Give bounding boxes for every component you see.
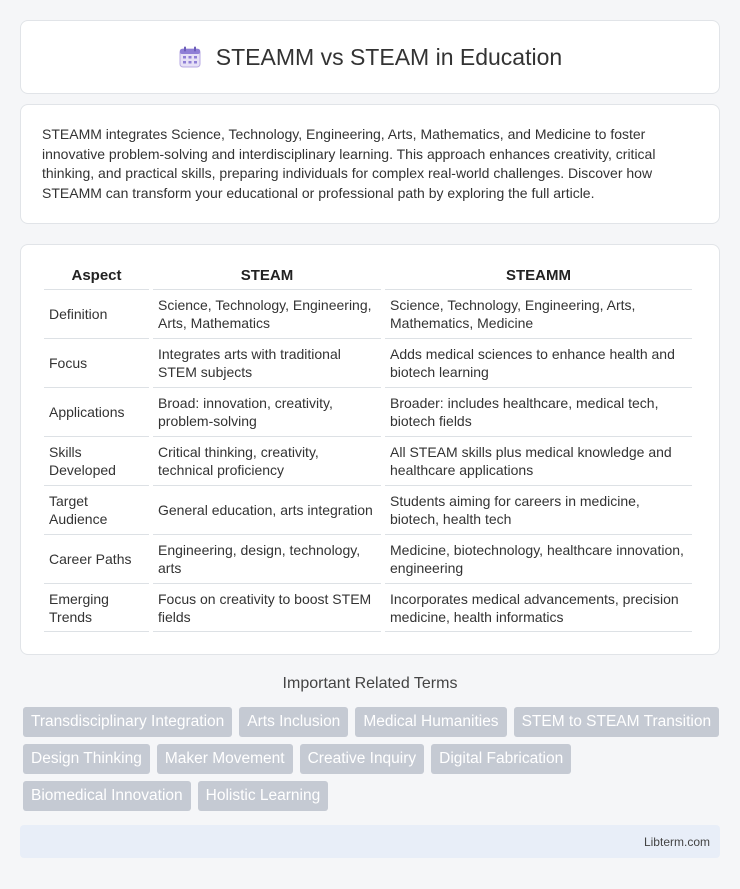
- steam-cell: Science, Technology, Engineering, Arts, Mathematics: [153, 289, 381, 338]
- page-title: STEAMM vs STEAM in Education: [215, 43, 563, 70]
- table-row: [44, 534, 692, 583]
- steamm-cell: Incorporates medical advancements, precision medicine, health informatics: [385, 583, 692, 632]
- tag-holistic-learning[interactable]: Holistic Learning: [198, 781, 329, 811]
- aspect-cell: Focus: [44, 338, 149, 387]
- aspect-cell: Skills Developed: [44, 436, 149, 485]
- related-terms-list: [23, 707, 723, 811]
- steamm-cell: Broader: includes healthcare, medical tech, biotech fields: [385, 387, 692, 436]
- aspect-cell: Emerging Trends: [44, 583, 149, 632]
- steam-cell: Broad: innovation, creativity, problem-solving: [153, 387, 381, 436]
- tag-creative-inquiry[interactable]: Creative Inquiry: [300, 744, 425, 774]
- aspect-cell: Applications: [44, 387, 149, 436]
- steam-cell: Engineering, design, technology, arts: [153, 534, 381, 583]
- intro-text: STEAMM integrates Science, Technology, Engineering, Arts, Mathematics, and Medicine to foster innovative problem-solving and interdisciplinary learning. This approach enhances creativity, critical thinking, and practical skills, preparing individuals for complex real-world challenges. Discover how STEAMM can transform your educational or professional path by exploring the full article.: [42, 126, 656, 201]
- tag-arts-inclusion[interactable]: Arts Inclusion: [239, 707, 348, 737]
- steam-cell: Critical thinking, creativity, technical proficiency: [153, 436, 381, 485]
- table-row: [44, 485, 692, 534]
- steam-cell: Focus on creativity to boost STEM fields: [153, 583, 381, 632]
- table-row: [44, 583, 692, 632]
- steamm-cell: All STEAM skills plus medical knowledge and healthcare applications: [385, 436, 692, 485]
- header-steam: STEAM: [240, 267, 294, 284]
- steamm-cell: Medicine, biotechnology, healthcare innovation, engineering: [385, 534, 692, 583]
- tag-biomedical-innovation[interactable]: Biomedical Innovation: [23, 781, 191, 811]
- tag-design-thinking[interactable]: Design Thinking: [23, 744, 150, 774]
- aspect-cell: Target Audience: [44, 485, 149, 534]
- steamm-cell: Adds medical sciences to enhance health and biotech learning: [385, 338, 692, 387]
- header-card: [20, 20, 720, 94]
- table-row: [44, 289, 692, 338]
- steam-cell: Integrates arts with traditional STEM subjects: [153, 338, 381, 387]
- tag-transdisciplinary-integration[interactable]: Transdisciplinary Integration: [23, 707, 232, 737]
- aspect-cell: Definition: [44, 289, 149, 338]
- steamm-cell: Students aiming for careers in medicine, biotech, health tech: [385, 485, 692, 534]
- steam-cell: General education, arts integration: [153, 485, 381, 534]
- comparison-table: [40, 265, 696, 632]
- tag-medical-humanities[interactable]: Medical Humanities: [355, 707, 506, 737]
- header-steamm: STEAMM: [506, 267, 571, 284]
- footer: [20, 825, 720, 858]
- related-terms-title: Important Related Terms: [282, 675, 458, 692]
- table-header-row: [44, 265, 692, 289]
- table-row: [44, 338, 692, 387]
- header-aspect: Aspect: [71, 267, 122, 284]
- table-row: [44, 436, 692, 485]
- intro-card: [20, 104, 720, 224]
- table-row: [44, 387, 692, 436]
- title-wrap: [178, 44, 562, 71]
- tag-digital-fabrication[interactable]: Digital Fabrication: [431, 744, 571, 774]
- calendar-icon: [178, 45, 202, 69]
- comparison-card: [20, 244, 720, 655]
- steamm-cell: Science, Technology, Engineering, Arts, Mathematics, Medicine: [385, 289, 692, 338]
- tag-maker-movement[interactable]: Maker Movement: [157, 744, 293, 774]
- tag-stem-to-steam-transition[interactable]: STEM to STEAM Transition: [514, 707, 720, 737]
- footer-site-link[interactable]: Libterm.com: [643, 834, 710, 849]
- aspect-cell: Career Paths: [44, 534, 149, 583]
